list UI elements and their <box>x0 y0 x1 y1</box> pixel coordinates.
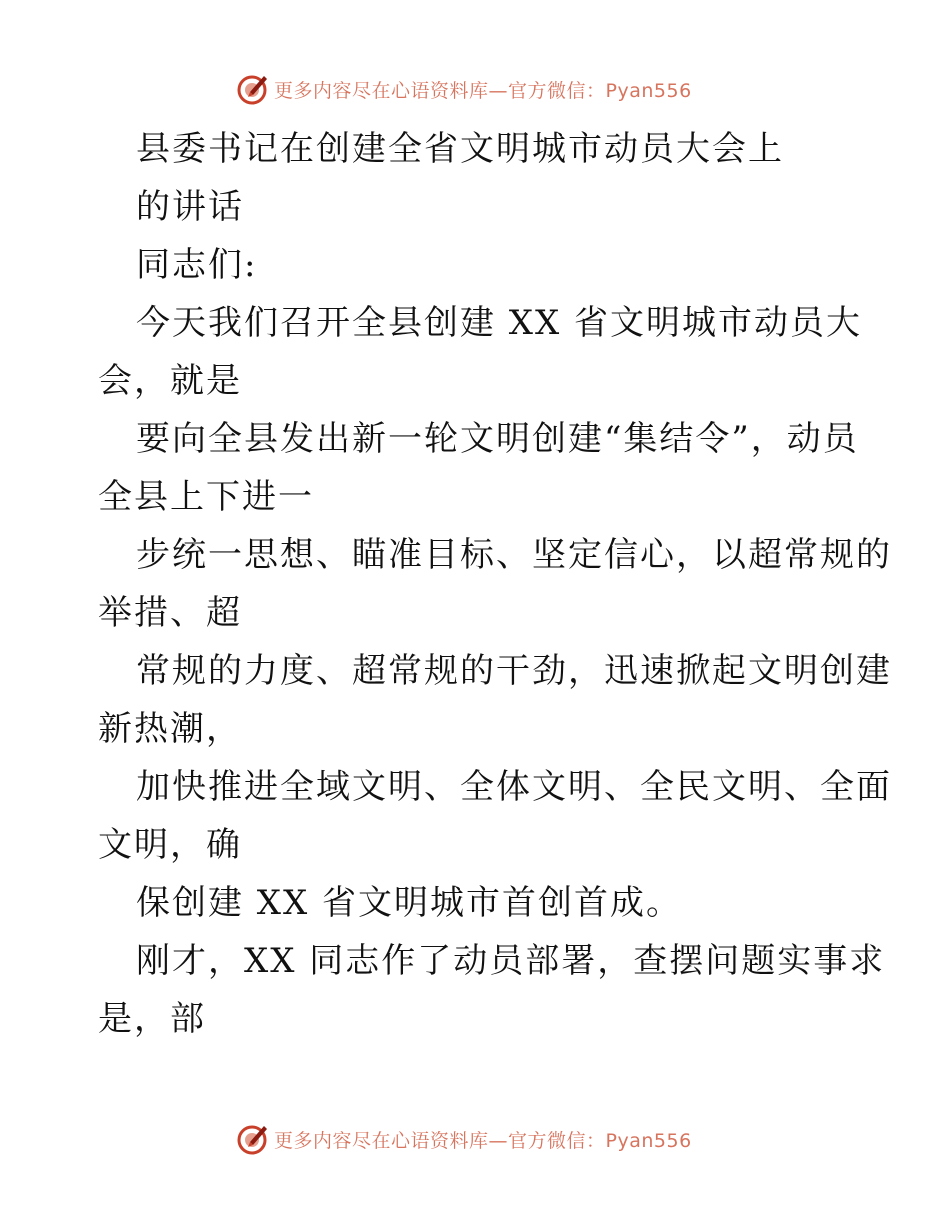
paragraph-line: 刚才，XX 同志作了动员部署，查摆问题实事求 <box>136 941 886 981</box>
paragraph-line: 会，就是 <box>98 361 242 401</box>
paragraph-line: 今天我们召开全县创建 XX 省文明城市动员大 <box>136 303 863 343</box>
paragraph-line: 文明，确 <box>98 825 242 865</box>
paragraph-line: 全县上下进一 <box>98 477 314 517</box>
watermark-text: 更多内容尽在心语资料库—官方微信：Pyan556 <box>274 79 692 102</box>
paragraph-line: 步统一思想、瞄准目标、坚定信心，以超常规的 <box>136 535 892 575</box>
title-line-2: 的讲话 <box>136 187 244 227</box>
pen-logo-icon <box>236 1122 270 1156</box>
paragraph-line: 要向全县发出新一轮文明创建“集结令”，动员 <box>136 419 859 459</box>
pen-logo-icon <box>236 72 270 106</box>
paragraph-line: 常规的力度、超常规的干劲，迅速掀起文明创建 <box>136 651 892 691</box>
paragraph-line: 新热潮， <box>98 709 242 749</box>
paragraph-line: 加快推进全域文明、全体文明、全民文明、全面 <box>136 767 892 807</box>
paragraph-line: 是，部 <box>98 999 206 1039</box>
footer-watermark <box>236 1121 692 1157</box>
watermark-text: 更多内容尽在心语资料库—官方微信：Pyan556 <box>274 1129 692 1152</box>
salutation: 同志们: <box>136 245 258 285</box>
header-watermark <box>236 71 692 107</box>
title-line-1: 县委书记在创建全省文明城市动员大会上 <box>136 129 784 169</box>
paragraph-line: 举措、超 <box>98 593 242 633</box>
paragraph-line: 保创建 XX 省文明城市首创首成。 <box>136 883 683 923</box>
